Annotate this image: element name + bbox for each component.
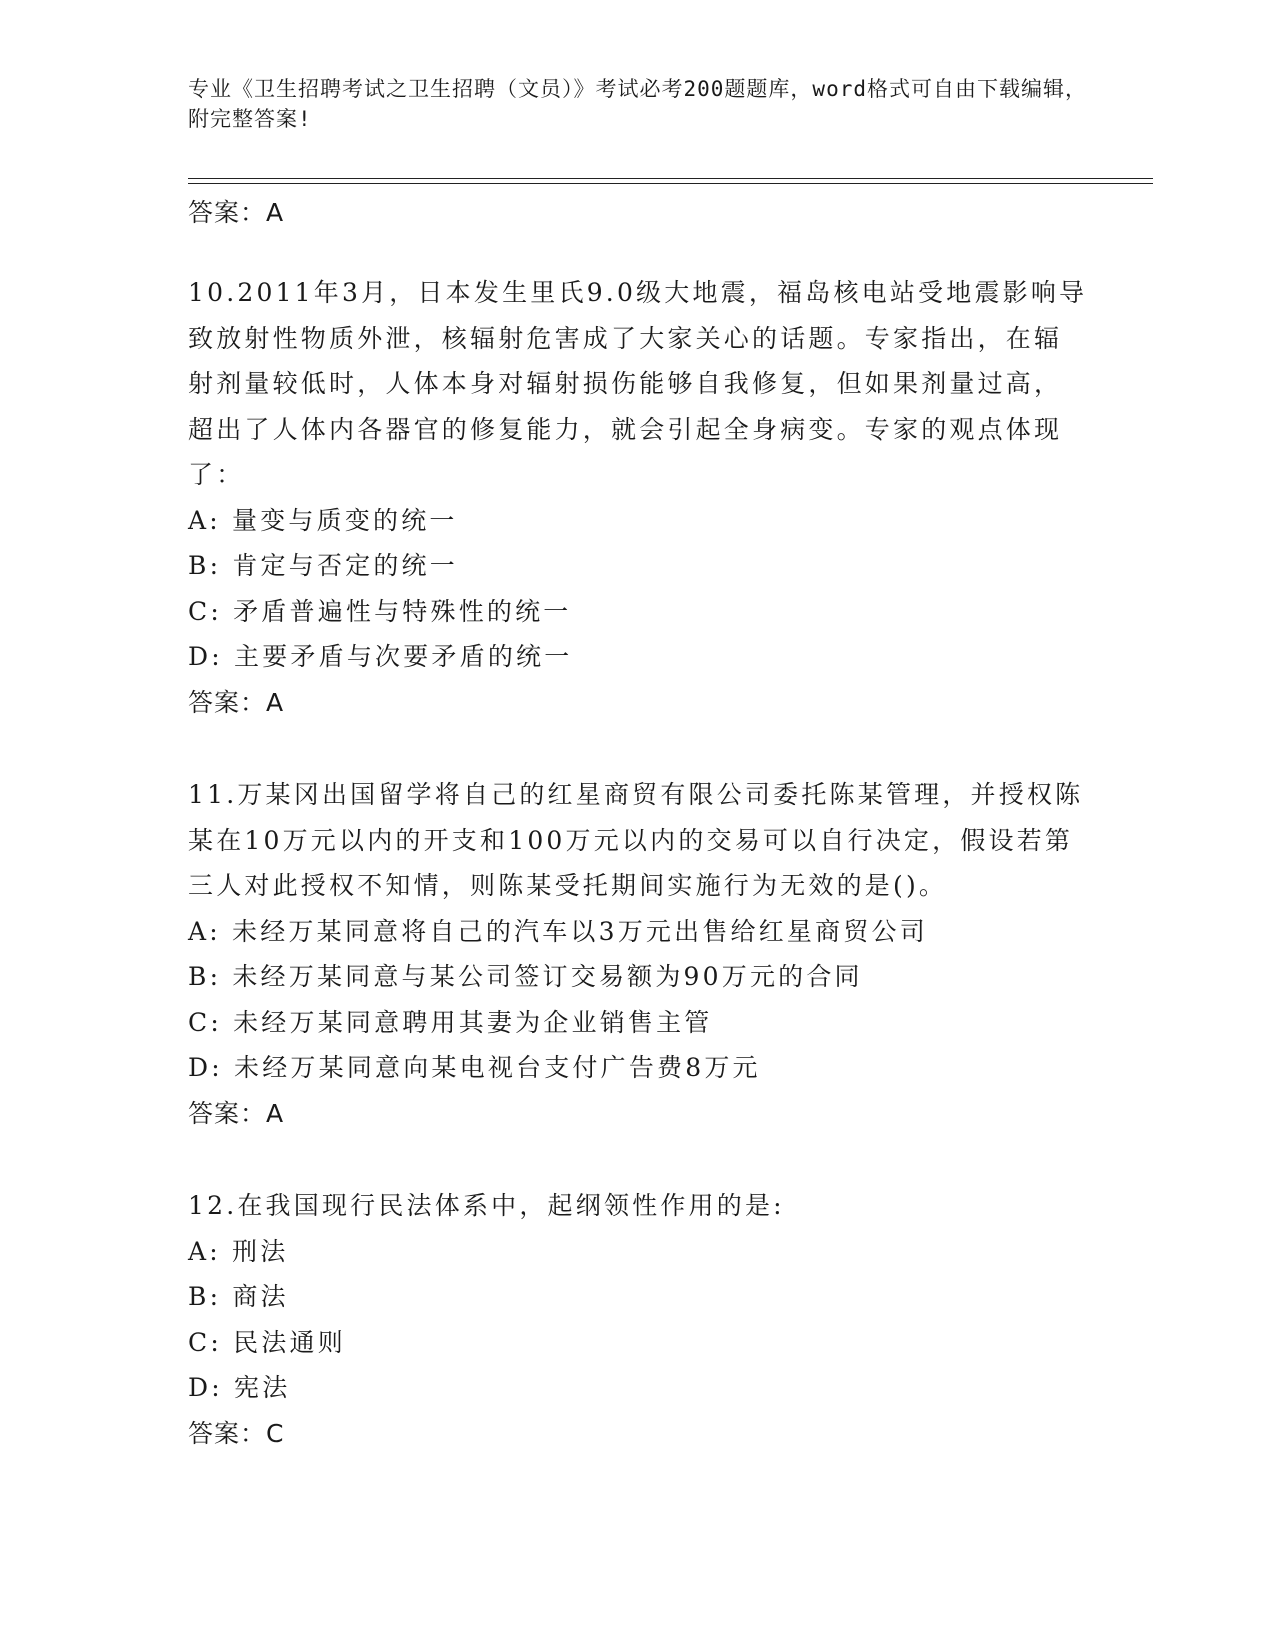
document-header: 专业《卫生招聘考试之卫生招聘（文员）》考试必考200题题库，word格式可自由下载编辑，附完整答案!	[188, 77, 1087, 131]
option-c: C: 未经万某同意聘用其妻为企业销售主管	[188, 1007, 713, 1037]
option-d: D: 宪法	[188, 1373, 291, 1402]
option-d: D: 主要矛盾与次要矛盾的统一	[188, 642, 573, 671]
question-11	[188, 772, 1088, 1136]
answer-label: 答案：A	[188, 687, 285, 717]
header-rule-bottom	[188, 183, 1153, 184]
answer-label: 答案：C	[188, 1418, 285, 1448]
option-a: A: 刑法	[188, 1236, 289, 1266]
option-a: A: 未经万某同意将自己的汽车以3万元出售给红星商贸公司	[188, 916, 928, 946]
option-c: C: 矛盾普遍性与特殊性的统一	[188, 596, 572, 626]
question-text: 12.在我国现行民法体系中，起纲领性作用的是:	[188, 1191, 785, 1220]
question-12	[188, 1183, 1088, 1456]
option-b: B: 未经万某同意与某公司签订交易额为90万元的合同	[188, 962, 863, 991]
option-d: D: 未经万某同意向某电视台支付广告费8万元	[188, 1053, 761, 1082]
option-b: B: 肯定与否定的统一	[188, 551, 458, 580]
question-text: 11.万某冈出国留学将自己的红星商贸有限公司委托陈某管理，并授权陈某在10万元以内的开支和100万元以内的交易可以自行决定，假设若第三人对此授权不知情，则陈某受托期间实施行为无效的是()。	[188, 780, 1084, 900]
option-a: A: 量变与质变的统一	[188, 505, 458, 535]
option-c: C: 民法通则	[188, 1327, 346, 1357]
option-b: B: 商法	[188, 1282, 289, 1311]
answer-label: 答案：A	[188, 1098, 285, 1128]
question-text: 10.2011年3月，日本发生里氏9.0级大地震，福岛核电站受地震影响导致放射性物质外泄，核辐射危害成了大家关心的话题。专家指出，在辐射剂量较低时，人体本身对辐射损伤能够自我修复，但如果剂量过高，超出了人体内各器官的修复能力，就会引起全身病变。专家的观点体现了：	[188, 278, 1088, 489]
header-rule-top	[188, 178, 1153, 179]
question-10	[188, 270, 1088, 725]
previous-answer: 答案：A	[188, 198, 285, 227]
